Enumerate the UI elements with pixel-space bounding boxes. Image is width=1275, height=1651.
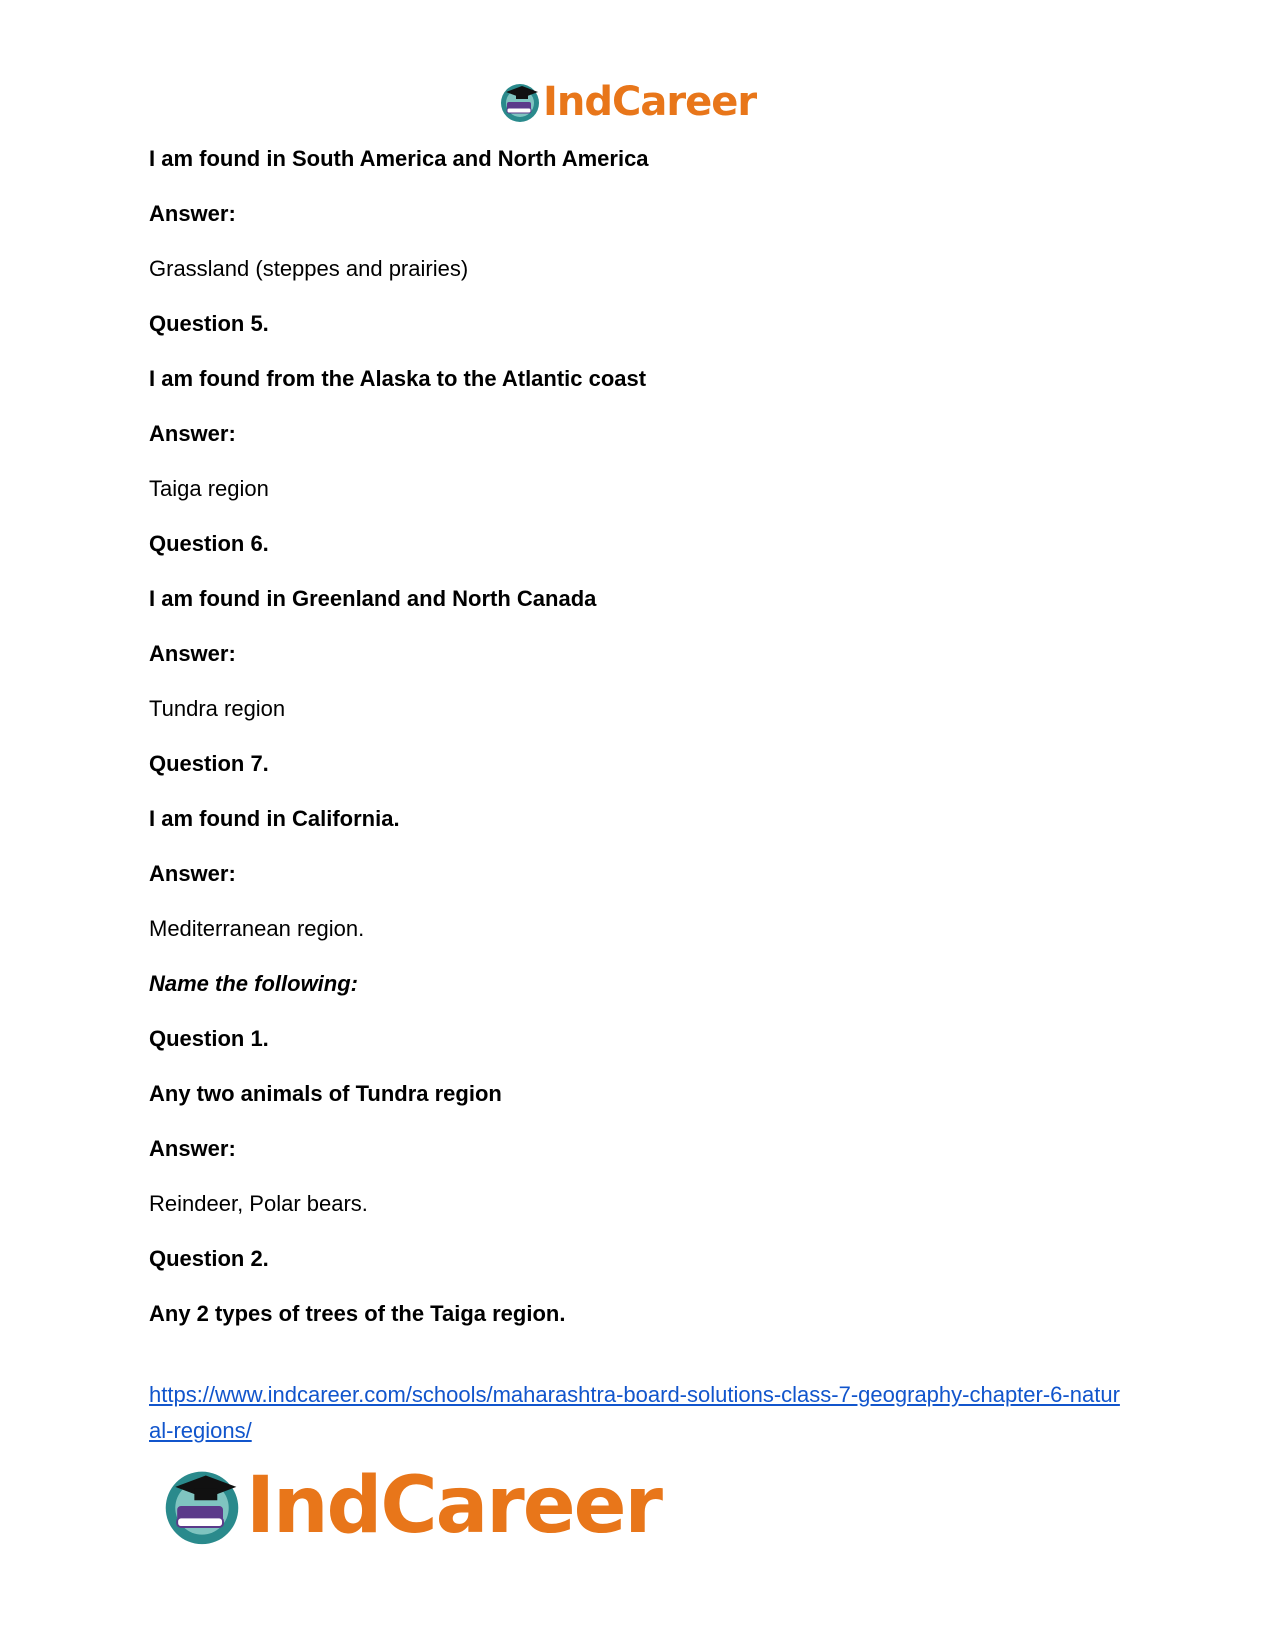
answer-text: Taiga region <box>149 476 269 501</box>
question-text: Any two animals of Tundra region <box>149 1081 502 1106</box>
question-heading: Question 5. <box>149 311 269 336</box>
question-text: I am found in Greenland and North Canada <box>149 586 597 611</box>
answer-label: Answer: <box>149 641 236 666</box>
answer-text: Reindeer, Polar bears. <box>149 1191 368 1216</box>
question-heading: Question 7. <box>149 751 269 776</box>
answer-label: Answer: <box>149 1136 236 1161</box>
question-heading: Question 1. <box>149 1026 269 1051</box>
question-text: Any 2 types of trees of the Taiga region. <box>149 1301 566 1326</box>
source-link[interactable]: https://www.indcareer.com/schools/maharashtra-board-solutions-class-7-geography-chapter-6-natural-regions/ <box>149 1382 1120 1443</box>
question-text: I am found in South America and North America <box>149 146 649 171</box>
question-text: I am found in California. <box>149 806 400 831</box>
globe-graduation-icon <box>498 80 542 124</box>
logo-wordmark: IndCareer <box>246 1461 661 1551</box>
answer-text: Grassland (steppes and prairies) <box>149 256 469 281</box>
logo-wordmark: IndCareer <box>543 79 757 125</box>
answer-text: Tundra region <box>149 696 286 721</box>
answer-label: Answer: <box>149 861 236 886</box>
question-text: I am found from the Alaska to the Atlantic coast <box>149 366 647 391</box>
answer-text: Mediterranean region. <box>149 916 365 941</box>
answer-label: Answer: <box>149 421 236 446</box>
logo-bottom <box>160 1461 661 1551</box>
question-heading: Question 2. <box>149 1246 269 1271</box>
document-body <box>149 146 1149 1356</box>
section-heading: Name the following: <box>149 971 358 996</box>
logo-top <box>498 78 756 126</box>
question-heading: Question 6. <box>149 531 269 556</box>
globe-graduation-icon <box>160 1464 244 1548</box>
answer-label: Answer: <box>149 201 236 226</box>
